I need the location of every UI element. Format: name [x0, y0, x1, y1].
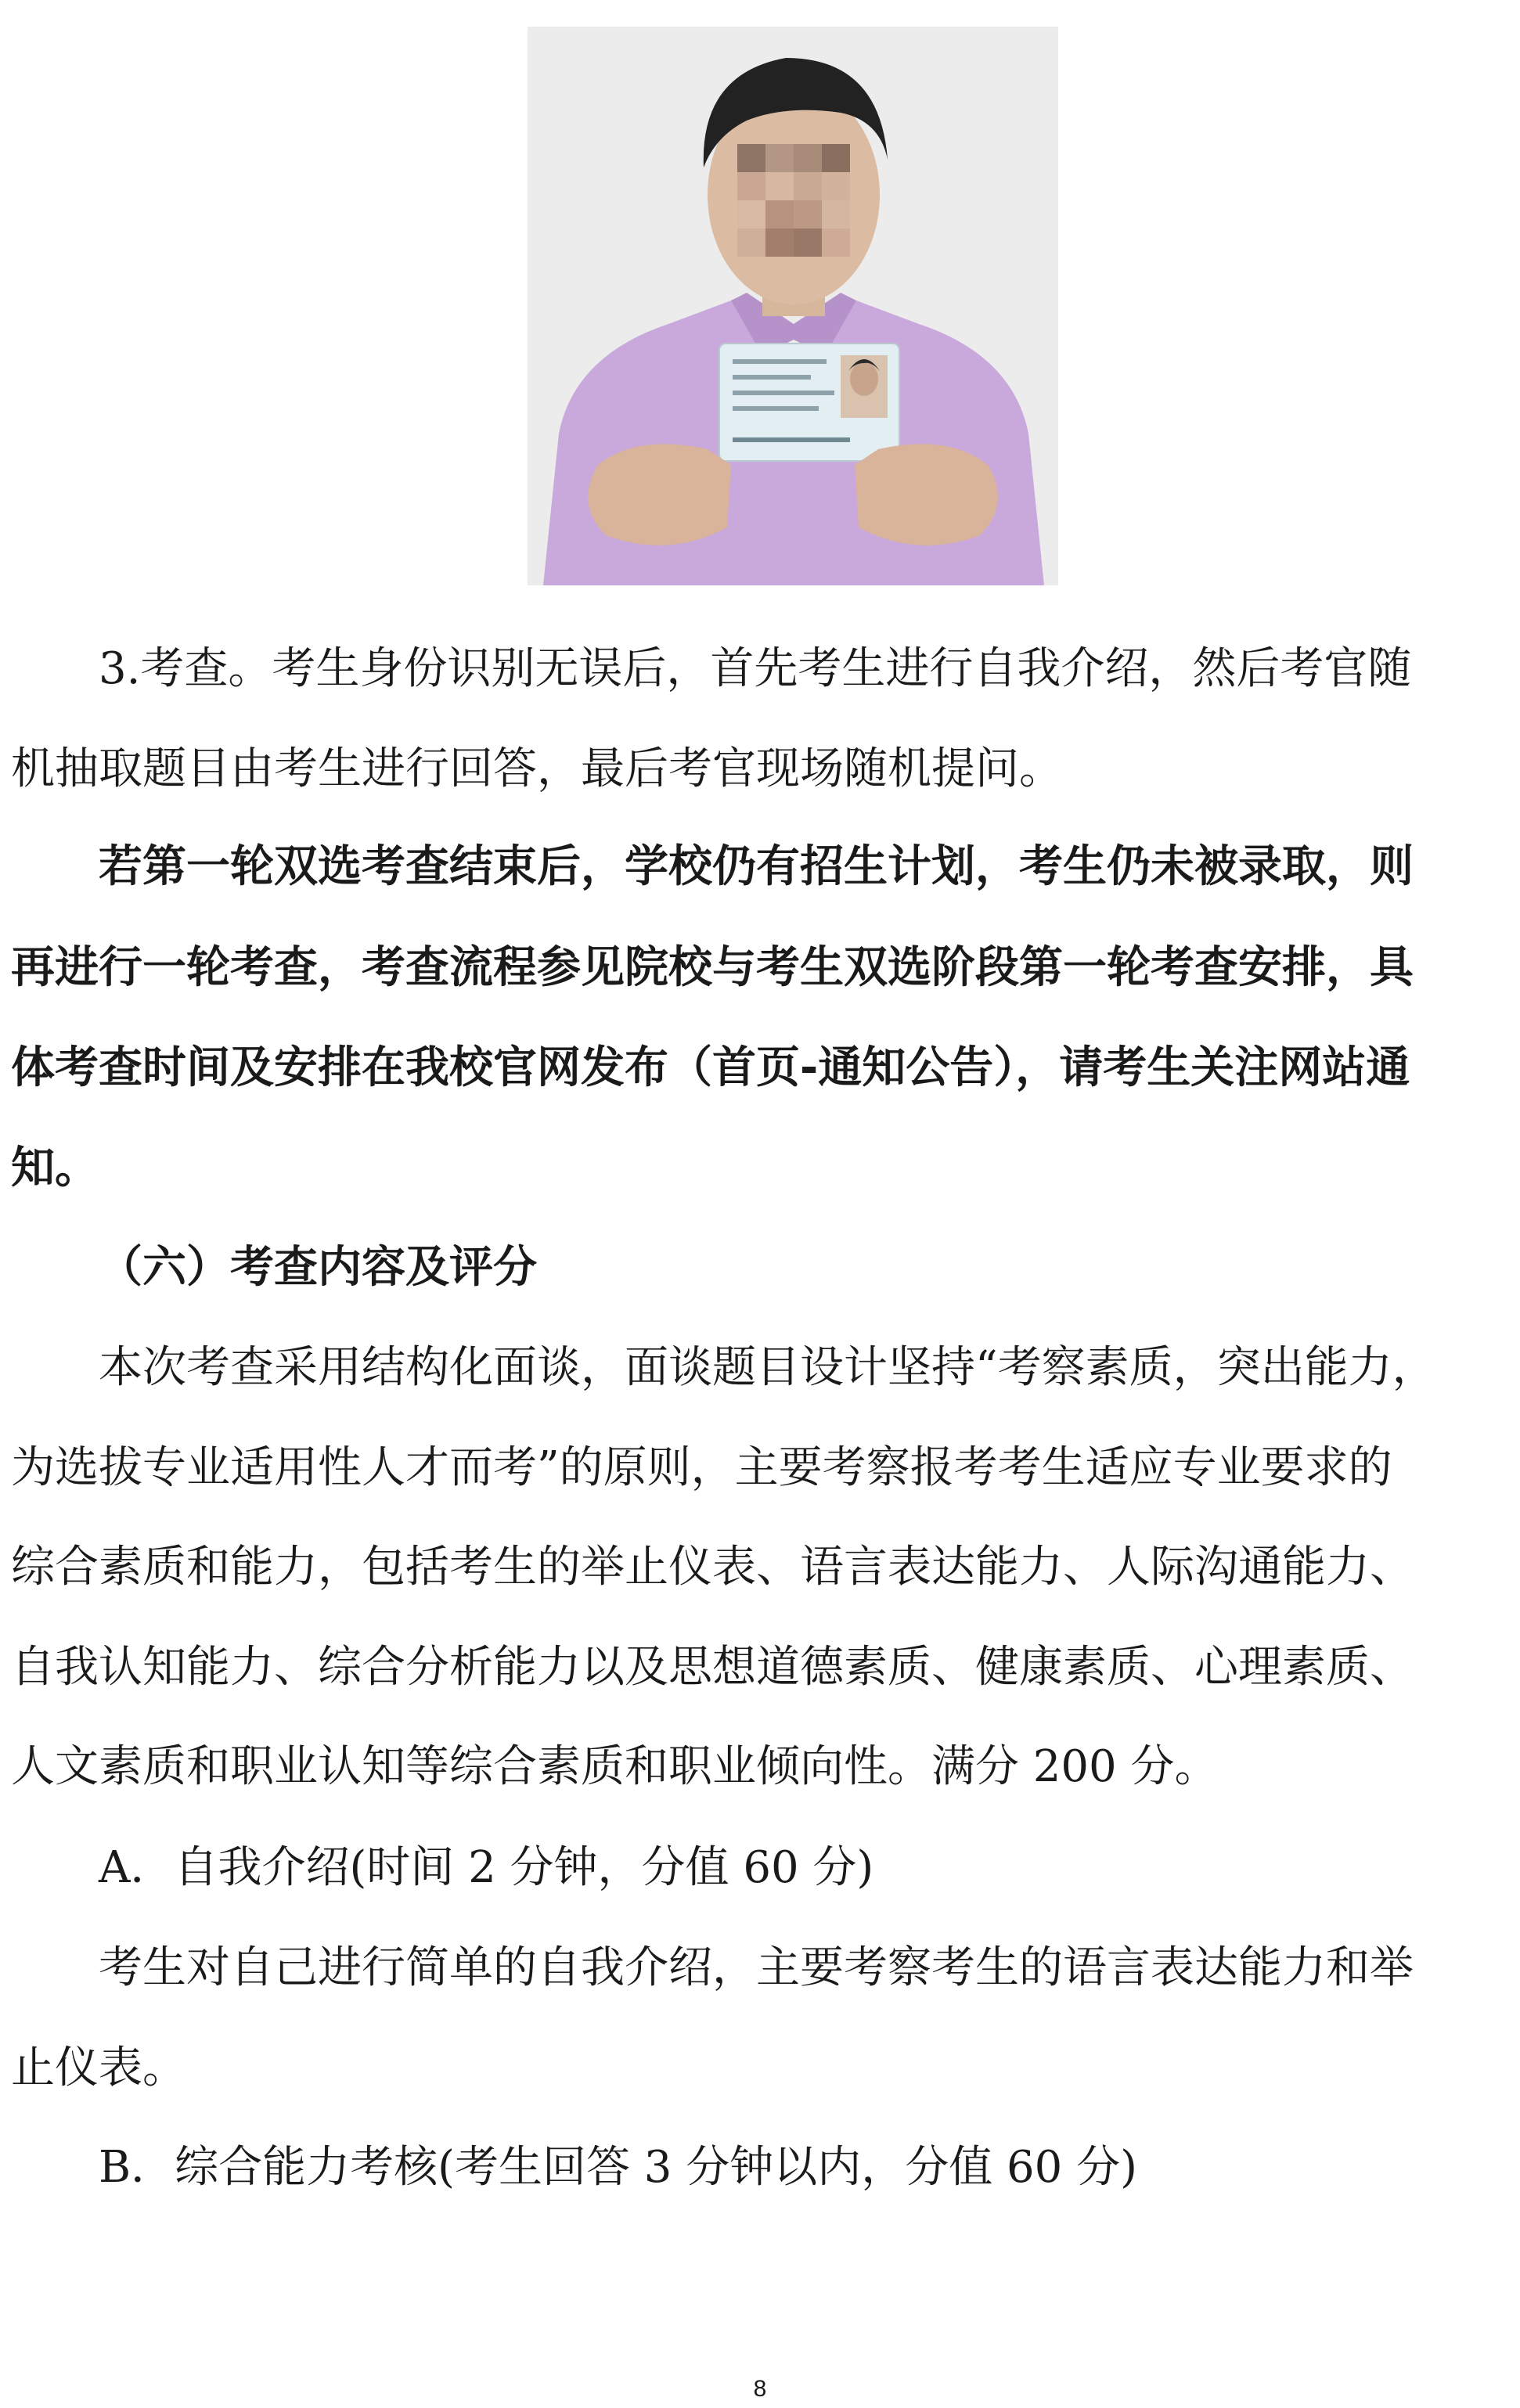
item-heading: B．综合能力考核(考生回答 3 分钟以内，分值 60 分): [99, 2142, 1137, 2193]
paragraph-line: 自我认知能力、综合分析能力以及思想道德素质、健康素质、心理素质、: [11, 1642, 1414, 1693]
paragraph-line: 若第一轮双选考查结束后，学校仍有招生计划，考生仍未被录取，则: [99, 841, 1414, 892]
paragraph-line: 为选拔专业适用性人才而考”的原则，主要考察报考考生适应专业要求的: [11, 1442, 1392, 1493]
paragraph-line: 考生对自己进行简单的自我介绍，主要考察考生的语言表达能力和举: [99, 1942, 1414, 1993]
paragraph-line: 3.考查。考生身份识别无误后，首先考生进行自我介绍，然后考官随: [99, 643, 1412, 694]
paragraph-line: 综合素质和能力，包括考生的举止仪表、语言表达能力、人际沟通能力、: [11, 1542, 1414, 1593]
paragraph-line: 体考查时间及安排在我校官网发布（首页-通知公告），请考生关注网站通: [11, 1042, 1410, 1093]
paragraph-line: 再进行一轮考查，考查流程参见院校与考生双选阶段第一轮考查安排，具: [11, 942, 1414, 993]
paragraph-line: 止仪表。: [11, 2043, 186, 2093]
paragraph-line: 机抽取题目由考生进行回答，最后考官现场随机提问。: [11, 743, 1063, 794]
item-heading: A．自我介绍(时间 2 分钟，分值 60 分): [99, 1842, 874, 1893]
paragraph-line: 知。: [11, 1143, 99, 1193]
paragraph-line: 人文素质和职业认知等综合素质和职业倾向性。满分 200 分。: [11, 1741, 1219, 1792]
id-photo-example: [528, 27, 1058, 585]
paragraph-line: 本次考查采用结构化面谈，面谈题目设计坚持“考察素质，突出能力，: [99, 1342, 1436, 1393]
page-number: 8: [753, 2376, 767, 2402]
section-heading: （六）考查内容及评分: [99, 1242, 537, 1293]
